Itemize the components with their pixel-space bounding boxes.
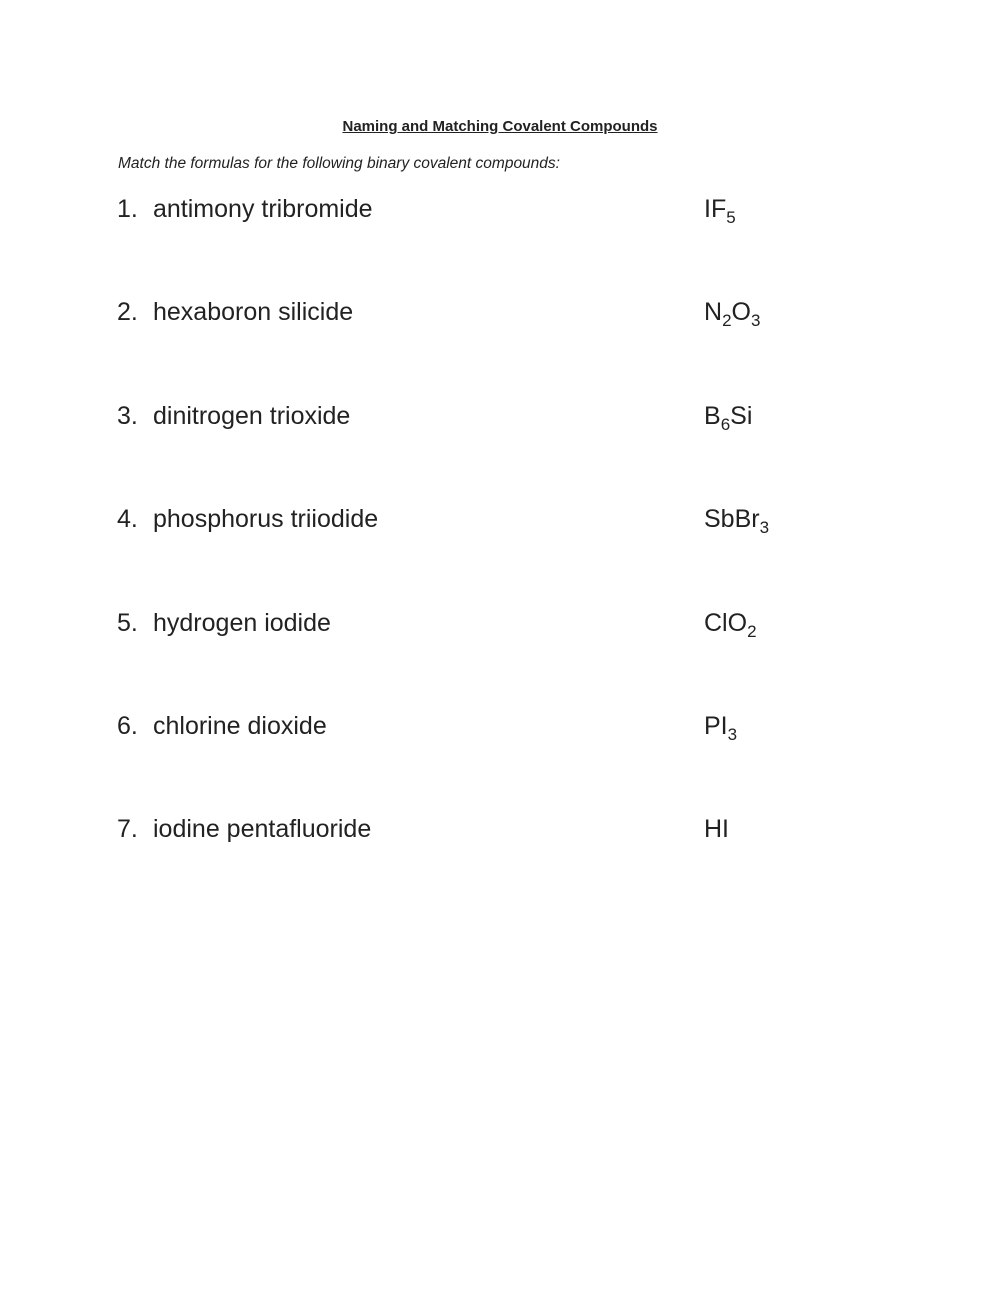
compound-formula	[704, 712, 738, 744]
item-number: 2.	[117, 298, 138, 326]
match-row	[0, 609, 1000, 649]
formula-text: IF	[704, 195, 727, 223]
formula-text: PI	[704, 712, 728, 740]
instructions-text: Match the formulas for the following binary covalent compounds:	[118, 155, 560, 172]
compound-name: antimony tribromide	[153, 195, 373, 223]
item-number: 5.	[117, 609, 138, 637]
compound-formula	[704, 609, 757, 641]
match-row	[0, 712, 1000, 752]
formula-text: SbBr	[704, 505, 760, 533]
worksheet-title: Naming and Matching Covalent Compounds	[342, 118, 658, 135]
compound-name: iodine pentafluoride	[153, 815, 372, 843]
formula-subscript: 3	[759, 518, 770, 537]
formula-subscript: 3	[750, 311, 761, 330]
compound-formula	[704, 402, 753, 434]
compound-name: phosphorus triiodide	[153, 505, 379, 533]
compound-formula	[704, 298, 761, 330]
item-number: 7.	[117, 815, 138, 843]
compound-formula	[704, 815, 729, 844]
match-row	[0, 815, 1000, 855]
match-row	[0, 195, 1000, 235]
item-number: 6.	[117, 712, 138, 740]
formula-text: B	[704, 402, 721, 430]
item-number: 3.	[117, 402, 138, 430]
formula-subscript: 3	[727, 725, 738, 744]
formula-text: Si	[730, 402, 753, 430]
formula-subscript: 5	[726, 208, 736, 227]
item-number: 4.	[117, 505, 138, 533]
compound-name: dinitrogen trioxide	[153, 402, 351, 430]
formula-subscript: 6	[720, 415, 731, 434]
formula-text: O	[731, 298, 751, 326]
match-row	[0, 505, 1000, 545]
compound-name: hydrogen iodide	[153, 609, 331, 637]
formula-text: HI	[704, 815, 729, 843]
compound-name: chlorine dioxide	[153, 712, 327, 740]
compound-name: hexaboron silicide	[153, 298, 354, 326]
compound-formula	[704, 195, 736, 227]
match-row	[0, 402, 1000, 442]
formula-subscript: 2	[722, 311, 732, 330]
compound-formula	[704, 505, 770, 537]
formula-subscript: 2	[747, 622, 757, 641]
formula-text: N	[704, 298, 723, 326]
item-number: 1.	[117, 195, 138, 223]
formula-text: ClO	[704, 609, 748, 637]
match-row	[0, 298, 1000, 338]
